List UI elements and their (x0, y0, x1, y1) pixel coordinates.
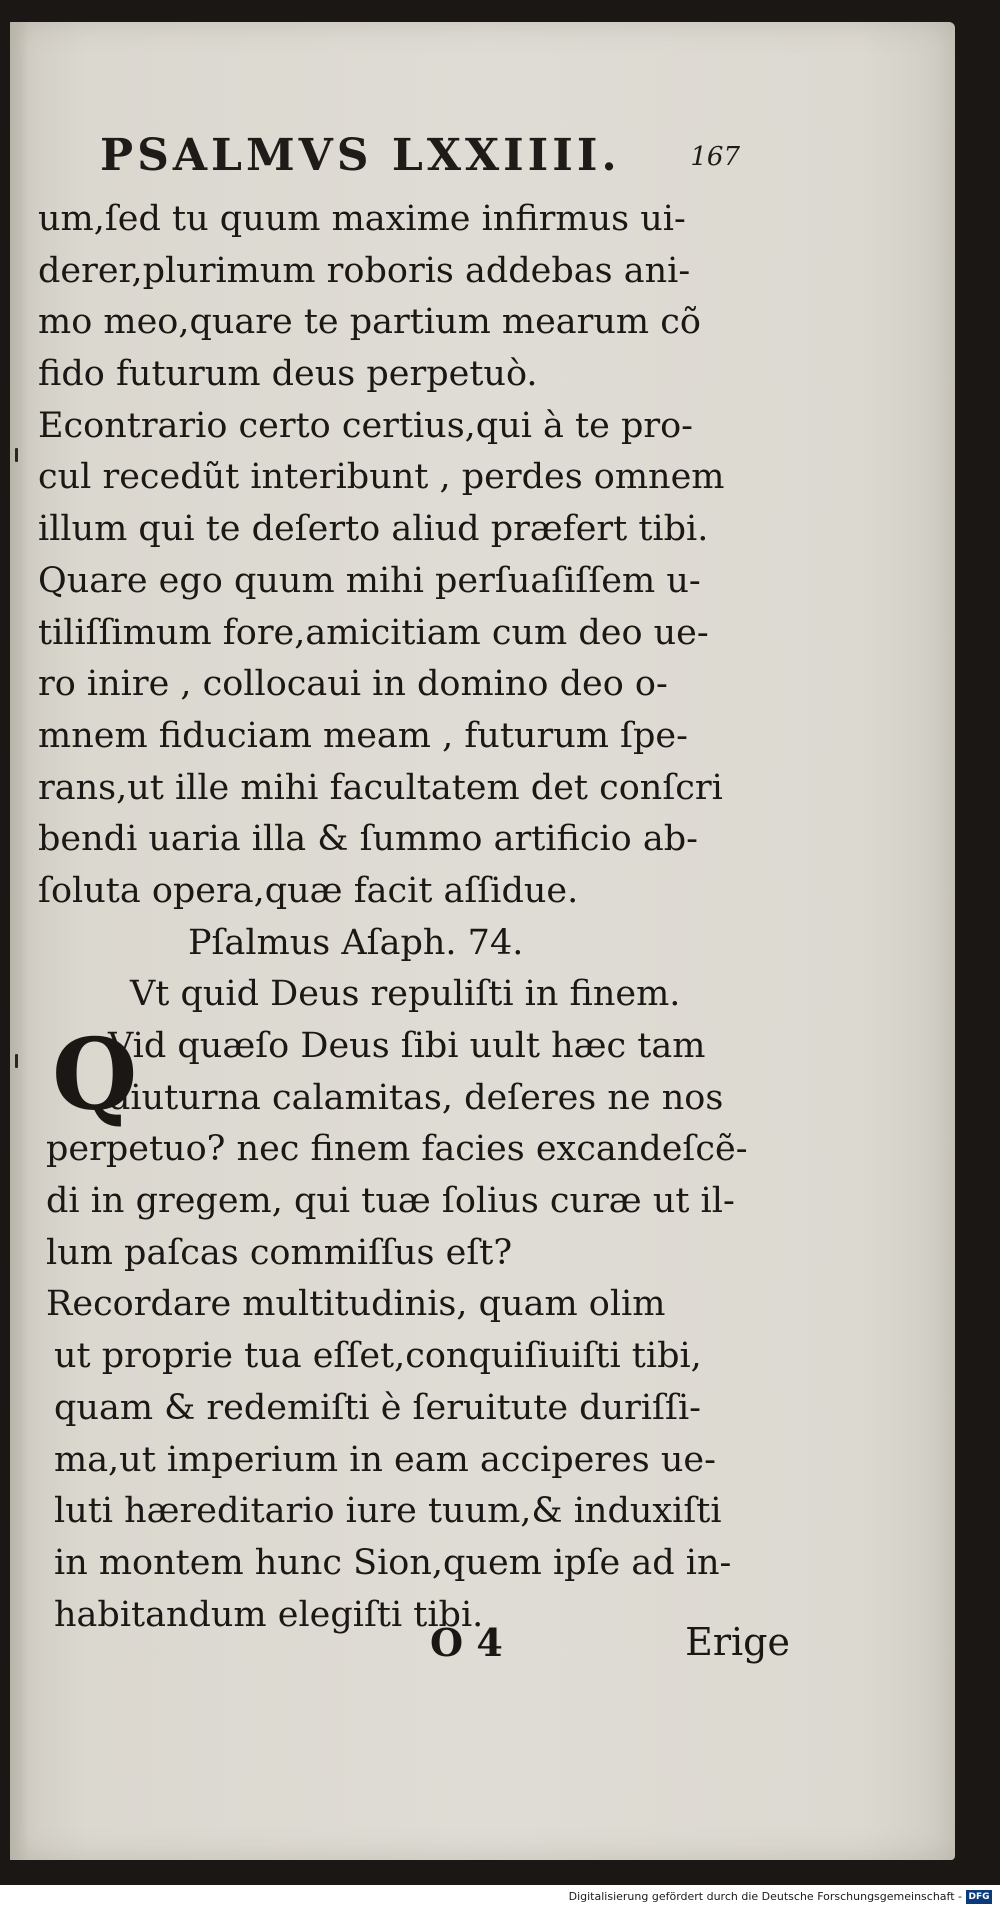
text-line: diuturna calamitas, deſeres ne nos (108, 1077, 724, 1118)
text-line: illum qui te deſerto aliud præfert tibi. (38, 509, 709, 550)
text-line: luti hæreditario iure tuum,& induxiſti (54, 1491, 722, 1532)
text-line: um,ſed tu quum maxime infirmus ui- (38, 199, 686, 239)
text-line: Quare ego quum mihi perſuaſiſſem u- (38, 560, 701, 601)
text-line: ut proprie tua eſſet,conquiſiuiſti tibi, (54, 1336, 702, 1377)
text-line: habitandum elegiſti tibi. (54, 1594, 484, 1635)
text-line: Vid quæſo Deus ſibi uult hæc tam (108, 1026, 706, 1066)
text-line: ſoluta opera,quæ facit aſſidue. (38, 870, 579, 911)
text-line: lum paſcas commiſſus eſt? (46, 1232, 513, 1273)
running-head (100, 130, 740, 190)
text-line: Recordare multitudinis, quam olim (46, 1284, 666, 1325)
psalm-heading: Pſalmus Aſaph. 74. (188, 922, 524, 963)
margin-mark (15, 1054, 18, 1068)
drop-cap: Q (52, 1018, 138, 1133)
text-line: perpetuo? nec finem facies excandeſcẽ- (46, 1129, 748, 1170)
text-line: mnem fiduciam meam , futurum ſpe- (38, 715, 688, 756)
book-page (10, 22, 955, 1860)
drop-cap-line-2 (38, 1073, 778, 1125)
digitization-credit: Digitalisierung gefördert durch die Deutsche Forschungsgemeinschaft - (568, 1890, 962, 1903)
text-line: rans,ut ille mihi facultatem det conſcri (38, 767, 723, 808)
text-line: di in gregem, qui tuæ ſolius curæ ut il- (46, 1181, 735, 1222)
text-line: bendi uaria illa & ſummo artificio ab- (38, 819, 698, 860)
page-number: 167 (690, 142, 740, 172)
dfg-logo-icon: DFG (966, 1890, 992, 1904)
running-title: PSALMVS LXXIIII. (100, 130, 621, 181)
signature-mark: O 4 (430, 1620, 503, 1665)
margin-mark (15, 448, 18, 462)
text-line: quam & redemiſti è ſeruitute duriſſi- (54, 1387, 701, 1428)
catchword: Erige (685, 1620, 790, 1664)
text-line: ro inire , collocaui in domino deo o- (38, 664, 668, 705)
text-line: Econtrario certo certius,qui à te pro- (38, 405, 693, 446)
psalm-incipit: Vt quid Deus repuliſti in finem. (130, 974, 681, 1015)
text-line: ma,ut imperium in eam acciperes ue- (54, 1439, 716, 1480)
text-line: tiliſſimum fore,amicitiam cum deo ue- (38, 612, 709, 653)
text-line: mo meo,quare te partium mearum cõ (38, 302, 701, 343)
text-line: fido futurum deus perpetuò. (38, 354, 538, 395)
text-line: derer,plurimum roboris addebas ani- (38, 250, 691, 291)
text-block (38, 194, 778, 1641)
credit-bar (0, 1885, 1000, 1907)
page-footer (430, 1620, 790, 1680)
text-line: cul recedũt interibunt , perdes omnem (38, 457, 725, 498)
page-gutter-shadow (10, 22, 28, 1860)
text-line: in montem hunc Sion,quem ipſe ad in- (54, 1542, 732, 1583)
